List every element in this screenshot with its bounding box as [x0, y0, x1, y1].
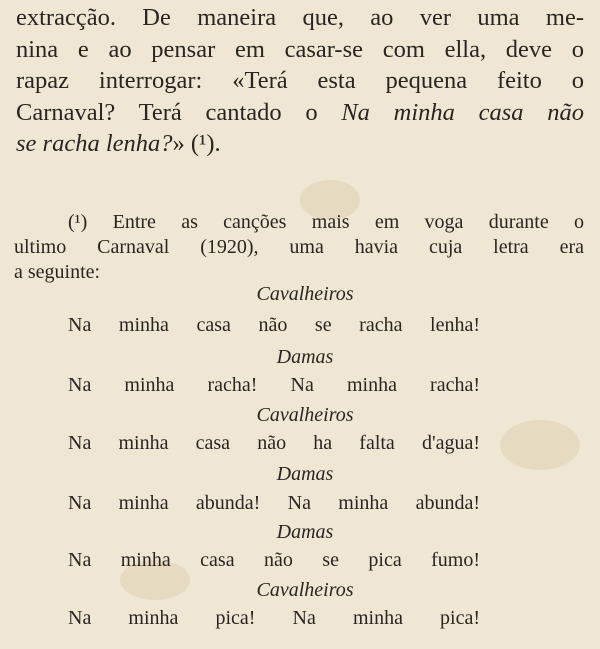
song-title-italic: se racha lenha? — [16, 130, 173, 157]
paragraph-line: nina e ao pensar em casar-se com ella, deve o — [16, 35, 584, 63]
footnote-line: (¹) Entre as canções mais em voga durante o — [68, 211, 584, 233]
paragraph-line — [16, 128, 584, 160]
speaker-label: Cavalheiros — [256, 579, 354, 601]
verse-line: Na minha pica! Na minha pica! — [68, 607, 480, 629]
speaker-label: Cavalheiros — [256, 283, 354, 305]
paragraph-line: rapaz interrogar: «Terá esta pequena feito o — [16, 67, 584, 94]
verse-line: Na minha racha! Na minha racha! — [68, 374, 480, 396]
paragraph-line — [16, 97, 584, 129]
speaker-label: Cavalheiros — [256, 404, 354, 426]
paragraph-line: extracção. De maneira que, ao ver uma me- — [16, 4, 584, 31]
main-paragraph — [16, 2, 584, 160]
verse-line: Na minha casa não se pica fumo! — [68, 549, 480, 571]
footnote-line: ultimo Carnaval (1920), uma havia cuja letra era — [14, 236, 584, 258]
verse-line: Na minha casa não ha falta d'agua! — [68, 432, 480, 454]
speaker-label: Damas — [276, 463, 334, 485]
verse-line: Na minha casa não se racha lenha! — [68, 314, 480, 336]
footnote-reference: » (¹). — [172, 130, 221, 157]
footnote — [14, 210, 584, 285]
verse-line: Na minha abunda! Na minha abunda! — [68, 492, 480, 514]
song-title-italic: Na minha casa não — [341, 98, 585, 126]
speaker-label: Damas — [276, 346, 334, 368]
speaker-label: Damas — [276, 521, 334, 543]
footnote-line: a seguinte: — [14, 261, 101, 283]
paragraph-line-text: Carnaval? Terá cantado o — [16, 98, 342, 126]
